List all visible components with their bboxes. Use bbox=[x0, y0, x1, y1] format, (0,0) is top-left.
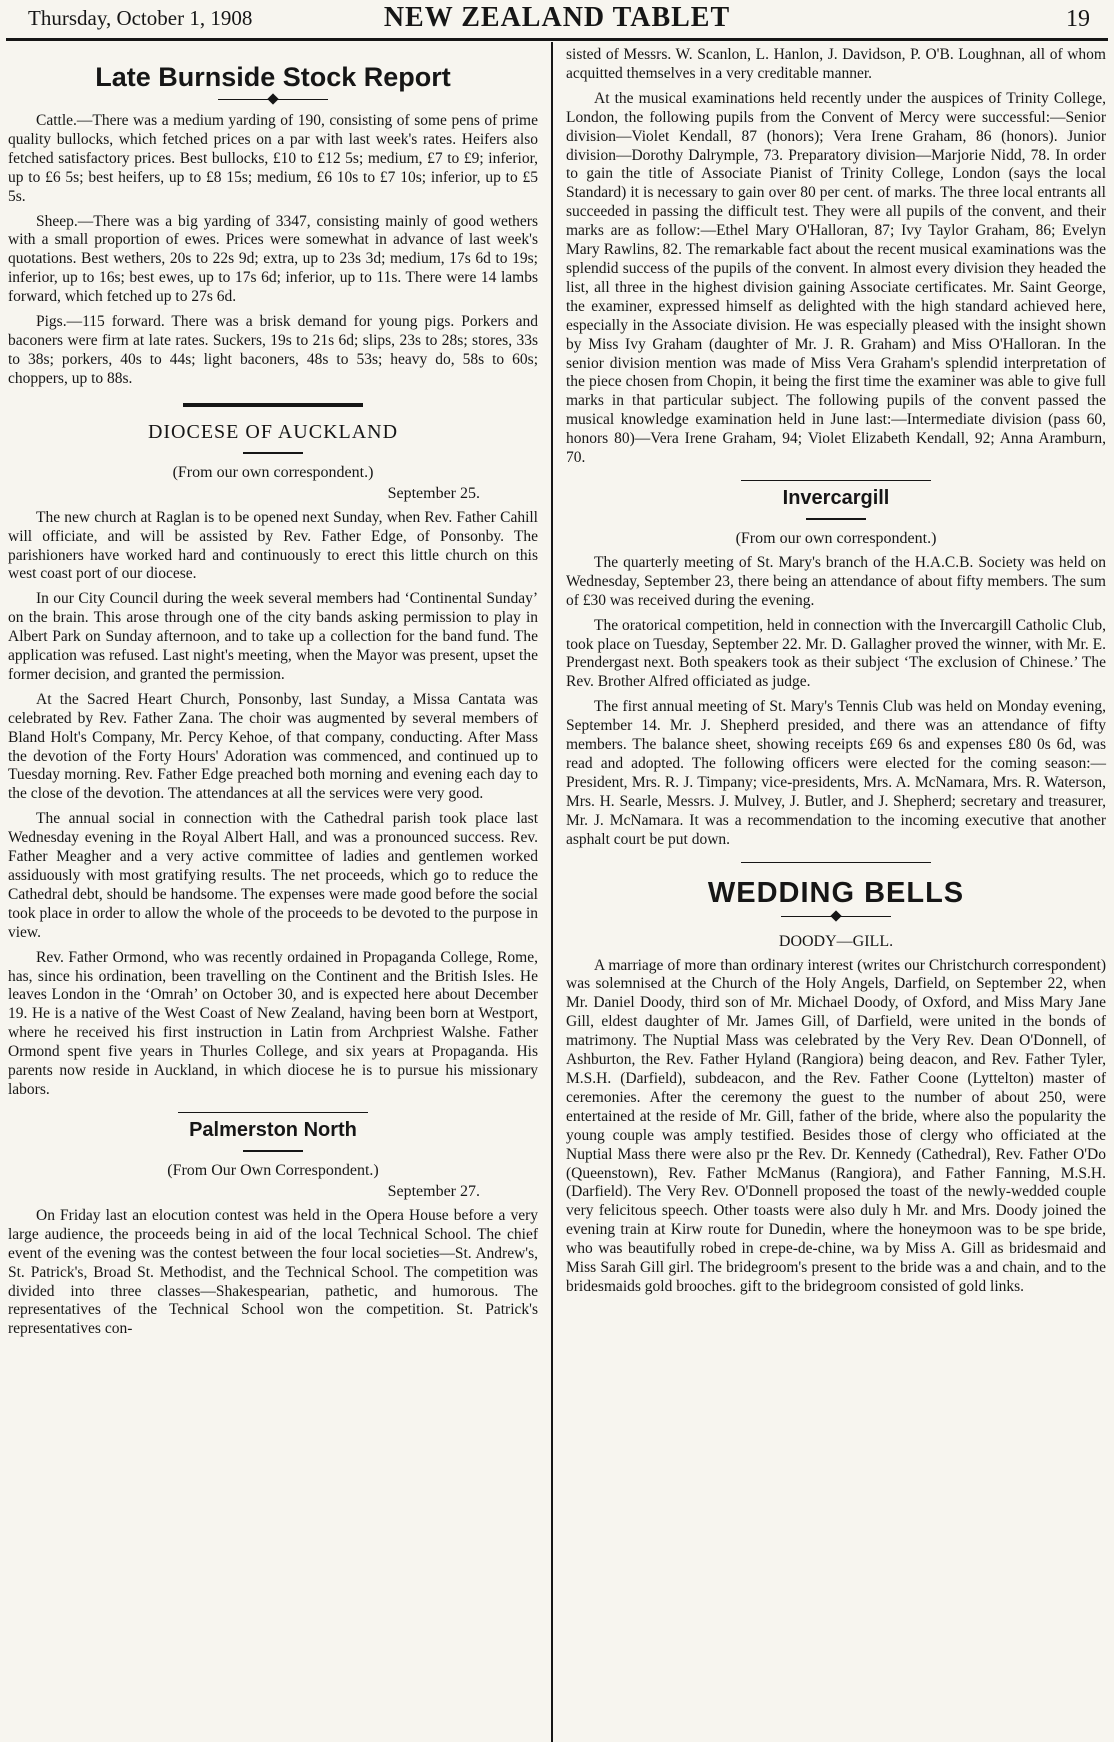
masthead-rule bbox=[6, 38, 1108, 41]
issue-date: Thursday, October 1, 1908 bbox=[28, 6, 253, 30]
auckland-paragraph: In our City Council during the week several members had ‘Continental Sunday’ on the brain. This arose through one of the city bands asking permission to play in Albert Park on Sunday afternoon, and to take up a collection for the band fund. The application was refused. Last night's meeting, when the Mayor was present, upset the former decision, and granted the permission. bbox=[8, 590, 538, 683]
palmerston-byline: (From Our Own Correspondent.) bbox=[167, 1161, 379, 1179]
wedding-paragraph: A marriage of more than ordinary interest (writes our Christchurch correspondent) was solemnised at the Church of the Holy Angels, Darfield, on September 22, when Mr. Daniel Doody, third son of Mr. Michael Doody, of Oxford, and Miss Mary Jane Gill, eldest daughter of Mr. James Gill, of Darfield, were united in the bonds of matrimony. The Nuptial Mass was celebrated by the Very Rev. Dean O'Donnell, of Ashburton, the Rev. Father Hyland (Rangiora) being deacon, and Rev. Father Tyler, M.S.H. (Darfield), subdeacon, and the Rev. Father Coone (Lyttelton) master of ceremonies. After the ceremony the guest to the number of about 250, were entertained at the reside of Mr. Gill, father of the bride, where also the popularity the young couple was amply testified. Besides those of clergy who officiated at the Nuptial Mass there were also pr the Rev. Dr. Kennedy (Cathedral), Rev. Father O'Do (Queenstown), Rev. Father McManus (Rangiora), and Father Fanning, M.S.H. (Darfield). The Very Rev. O'Donnell proposed the toast of the newly-wedded couple very felicitous speech. Other toasts were also duly h Mr. and Mrs. Doody joined the evening train at Kirw route for Dunedin, where the honeymoon was to be spe bride, who was beautifully robed in crepe-de-chine, wa by Miss A. Gill as bridesmaid and Miss Sarah Gill girl. The bridegroom's present to the bride was a and chain, and to the bridesmaids gold brooches. gift to the bridegroom consisted of gold links. bbox=[566, 956, 1106, 1295]
auckland-dateline: September 25. bbox=[387, 484, 480, 502]
palmerston-continuation: sisted of Messrs. W. Scanlon, L. Hanlon, J. Davidson, P. O'B. Loughnan, all of whom acquitted themselves in a very creditable manner. bbox=[566, 46, 1106, 82]
stock-sheep-paragraph: Sheep.—There was a big yarding of 3347, consisting mainly of good wethers with a small proportion of ewes. Prices were somewhat in advance of last week's quotations. Best wethers, 20s to 22s 9d; extra, up to 23s 3d; medium, 17s 6d to 19s; inferior, up to 16s; best ewes, up to 17s 6d; inferior, up to 11s. There were 14 lambs forward, which fetched up to 27s 6d. bbox=[8, 212, 538, 306]
music-exam-paragraph: At the musical examinations held recently under the auspices of Trinity College, London, the following pupils from the Convent of Mercy were successful:—Senior division—Violet Kendall, 87 (honors); Vera Irene Graham, 86 (honors). Junior division—Dorothy Dalrymple, 73. Preparatory division—Marjorie Nidd, 78. In order to gain the title of Associate Pianist of Trinity College, London (says the local Standard) it is necessary to gain over 80 per cent. of marks. The three local entrants all succeeded in passing the difficult test. They were all pupils of the convent, and their marks are as follow:—Ethel Mary O'Halloran, 87; Ivy Taylor Graham, 86; Evelyn Mary Rawlins, 82. The remarkable fact about the recent musical examinations was the splendid success of the pupils of the convent. In almost every division they headed the list, all three in the highest division gaining Associate certificates. Mr. Saint George, the examiner, expressed himself as delighted with the high standard achieved here, especially in the Associate division. He was especially pleased with the insight shown by Miss Ivy Graham (daughter of Mr. J. R. Graham) and Miss O'Halloran. In the senior division mention was made of Miss Vera Graham's splendid interpretation of the piece chosen from Chopin, it being the first time the examiner was able to give full marks in that particular subject. The following pupils of the convent passed the musical knowledge examination held in June last:—Intermediate division (pass 60, honors 80)—Vera Irene Graham, 94; Violet Elizabeth Kendall, 92; Anna Aramburn, 70. bbox=[566, 89, 1106, 467]
invercargill-paragraph: The first annual meeting of St. Mary's Tennis Club was held on Monday evening, September 14. Mr. J. Shepherd presided, and there was an attendance of fifty members. The balance sheet, showing receipts £69 6s and expenses £80 0s 6d, was read and adopted. The following officers were elected for the coming season:—President, Mrs. R. J. Timpany; vice-presidents, Mrs. A. McNamara, Mrs. R. Waterson, Mrs. H. Searle, Messrs. J. Mulvey, J. Butler, and J. Shepherd; secretary and treasurer, Mr. J. McNamara. It was a recommendation to the incoming executive that another asphalt court be put down. bbox=[566, 698, 1106, 848]
title-rule bbox=[243, 1150, 303, 1152]
page-number: 19 bbox=[1066, 6, 1090, 32]
left-column bbox=[8, 46, 538, 1742]
palmerston-paragraph: On Friday last an elocution contest was held in the Opera House before a very large audience, the proceeds being in aid of the local Technical School. The chief event of the evening was the contest between the four local societies—St. Andrew's, St. Patrick's, Broad St. Methodist, and the Technical School. The competition was divided into three classes—Shakespearian, pathetic, and humorous. The representatives of the Technical School won the competition. St. Patrick's representatives con- bbox=[8, 1206, 538, 1338]
title-rule bbox=[806, 518, 866, 520]
invercargill-title: Invercargill bbox=[782, 486, 890, 509]
section-rule bbox=[741, 480, 931, 481]
auckland-paragraph: The new church at Raglan is to be opened next Sunday, when Rev. Father Cahill will officiate, and will be assisted by Rev. Father Edge, of Ponsonby. The parishioners have worked hard and continuously to erect this little church on this west coast port of our diocese. bbox=[8, 508, 538, 583]
auckland-byline: (From our own correspondent.) bbox=[172, 463, 374, 481]
section-rule bbox=[741, 862, 931, 863]
invercargill-paragraph: The quarterly meeting of St. Mary's branch of the H.A.C.B. Society was held on Wednesday, September 23, there being an attendance of about fifty members. The sum of £30 was received during the evening. bbox=[566, 553, 1106, 609]
auckland-paragraph: At the Sacred Heart Church, Ponsonby, last Sunday, a Missa Cantata was celebrated by Rev. Father Zana. The choir was augmented by several members of Bland Holt's Company, Mr. Percy Kehoe, of that company, conducting. After Mass the devotion of the Forty Hours' Adoration was commenced, and continued up to Tuesday morning. Rev. Father Edge preached both morning and evening each day to the close of the devotion. The attendances at all the services were very good. bbox=[8, 690, 538, 803]
stock-report-title: Late Burnside Stock Report bbox=[95, 62, 451, 92]
invercargill-paragraph: The oratorical competition, held in connection with the Invercargill Catholic Club, took place on Tuesday, September 22. Mr. D. Gallagher proved the winner, with Mr. E. Prendergast next. Both speakers took as their subject ‘The exclusion of Chinese.’ The Rev. Brother Alfred officiated as judge. bbox=[566, 616, 1106, 691]
wedding-title: WEDDING BELLS bbox=[707, 876, 965, 909]
palmerston-dateline: September 27. bbox=[387, 1182, 480, 1200]
stock-pigs-paragraph: Pigs.—115 forward. There was a brisk demand for young pigs. Porkers and baconers were firm at late rates. Suckers, 19s to 21s 6d; slips, 23s to 28s; stores, 33s to 38s; porkers, 40s to 44s; light baconers, 48s to 53s; heavy do, 58s to 60s; choppers, up to 88s. bbox=[8, 313, 538, 387]
section-rule bbox=[178, 1112, 368, 1113]
auckland-paragraph: Rev. Father Ormond, who was recently ordained in Propaganda College, Rome, has, since his ordination, been travelling on the Continent and the British Isles. He leaves London in the ‘Omrah’ on October 30, and is expected here about December 19. He is a native of the West Coast of New Zealand, having been born at Westport, where he received his first instruction in Latin from Archpriest Walshe. Father Ormond spent five years in Thurles College, and six years at Propaganda. His parents now reside in Auckland, in which diocese he is to pursue his missionary labors. bbox=[8, 948, 538, 1098]
masthead bbox=[0, 0, 1114, 44]
stock-cattle-paragraph: Cattle.—There was a medium yarding of 190, consisting of some pens of prime quality bullocks, which fetched prices on a par with last week's rates. Heifers also fetched satisfactory prices. Best bullocks, £10 to £12 5s; medium, £7 to £9; inferior, up to £6 5s; best heifers, up to £8 15s; medium, £6 10s to £7 10s; inferior, up to £5 5s. bbox=[8, 112, 538, 205]
wedding-subtitle: DOODY—GILL. bbox=[778, 932, 894, 950]
right-column bbox=[566, 46, 1106, 1742]
section-rule bbox=[183, 403, 363, 407]
title-ornament bbox=[218, 99, 328, 106]
title-rule bbox=[243, 452, 303, 454]
title-ornament bbox=[781, 916, 891, 923]
palmerston-title: Palmerston North bbox=[189, 1118, 357, 1141]
auckland-title: DIOCESE OF AUCKLAND bbox=[147, 420, 399, 443]
column-divider bbox=[551, 42, 553, 1742]
auckland-paragraph: The annual social in connection with the Cathedral parish took place last Wednesday evening in the Royal Albert Hall, and was a pronounced success. Rev. Father Meagher and a very active committee of ladies and gentlemen worked assiduously with most gratifying results. The net proceeds, which go to reduce the Cathedral debt, should be handsome. The expenses were made good before the social took place in order to allow the whole of the proceeds to be devoted to the purpose in view. bbox=[8, 810, 538, 941]
publication-title: NEW ZEALAND TABLET bbox=[383, 2, 731, 33]
invercargill-byline: (From our own correspondent.) bbox=[735, 529, 937, 547]
